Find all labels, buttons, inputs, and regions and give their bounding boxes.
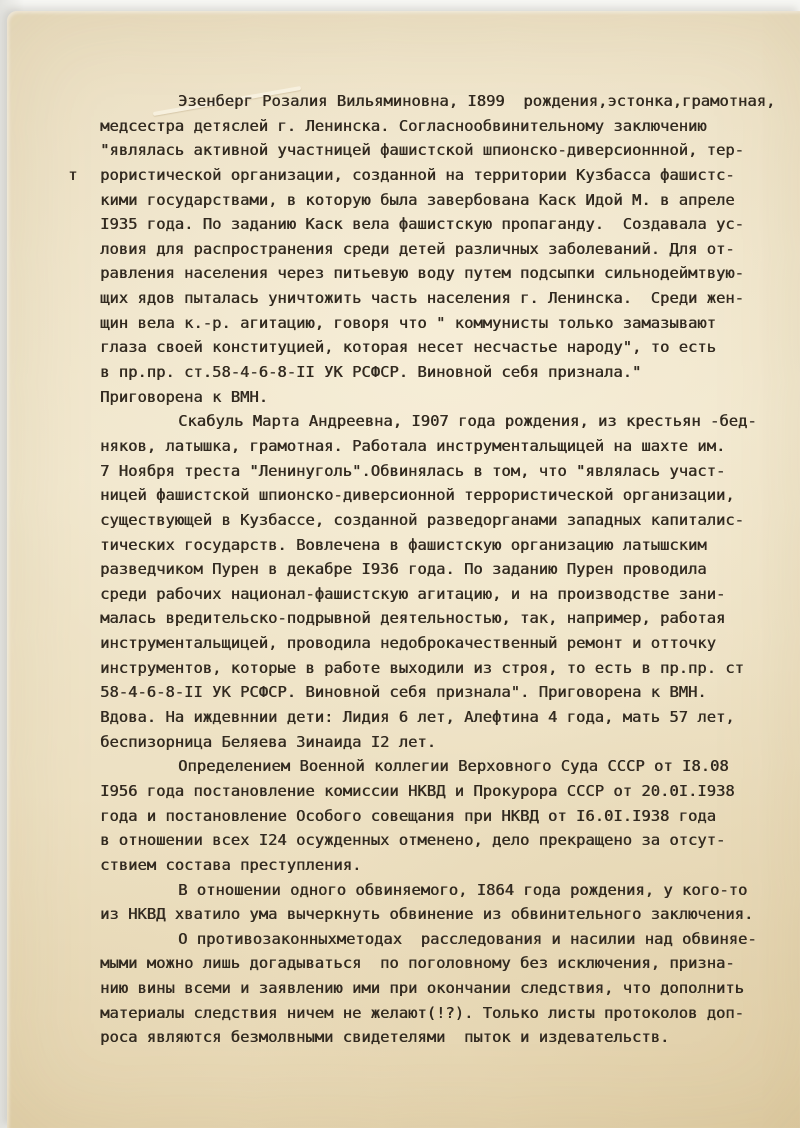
text-line: Приговорена к ВМН. [100,387,268,406]
text-line: Эзенберг Розалия Вильяминовна, I899 рождения,эстонка,грамотная, [178,92,776,110]
text-line: Определением Военной коллегии Верховного Суда СССР от I8.08 [178,757,729,776]
text-line: среди рабочих национал-фашистскую агитацию, и на производстве зани- [100,584,726,603]
text-line: роса являются безмолвными свидетелями пыток и издевательств. [100,1028,670,1047]
text-line: О противозаконныхметодах расследования и насилии над обвиняе- [178,929,757,948]
text-block [100,89,780,1050]
text-line: равления населения через питьевую воду путем подсыпки сильнодеймтвую- [100,264,744,283]
paragraph [100,878,780,927]
text-line: разведчиком Пурен в декабре I936 года. По заданию Пурен проводила [100,560,707,579]
paragraph [100,409,780,754]
text-line: В отношении одного обвиняемого, I864 года рождения, у кого-то [178,880,748,899]
text-line: нию вины всеми и заявлению ими при окончании следствия, что дополнить [100,979,744,998]
text-line: Скабуль Марта Андреевна, I907 года рождения, из крестьян -бед- [178,412,757,431]
text-line: мыми можно лишь догадываться по поголовному без исключения, призна- [100,954,735,973]
text-line: существующей в Кузбассе, созданной разведорганами западных капиталис- [100,510,744,529]
text-line: инструментов, которые в работе выходили из строя, то есть в пр.пр. ст [100,658,744,677]
text-line: кими государствами, в которую была завербована Каск Идой М. в апреле [100,190,735,209]
text-line: инструментальщицей, проводила недоброкачественный ремонт и отточку [100,634,716,653]
text-line: ствием состава преступления. [100,855,362,874]
text-line: "являлась активной участницей фашистской шпионско-диверсионнной, тер- [100,141,744,160]
text-line: тических государств. Вовлечена в фашистскую организацию латышским [100,535,707,554]
text-line: беспизорница Беляева Зинаида I2 лет. [100,732,436,751]
margin-note: т [68,166,78,184]
text-line: малась вредительско-подрывной деятельностью, так, например, работая [100,609,726,628]
text-line: материалы следствия ничем не желают(!?). Только листы протоколов доп- [100,1003,744,1022]
text-line: из НКВД хватило ума вычеркнуть обвинение из обвинительного заключения. [100,905,754,924]
paragraph [100,89,780,409]
paragraph [100,754,780,877]
text-line: 58-4-6-8-II УК РСФСР. Виновной себя признала". Приговорена к ВМН. [100,683,707,702]
paragraph [100,927,780,1050]
text-line: щих ядов пыталась уничтожить часть населения г. Ленинска. Среди жен- [100,289,744,308]
text-line: глаза своей конституцией, которая несет несчастье народу", то есть [100,338,716,357]
text-line: ловия для распространения среди детей различных заболеваний. Для от- [100,239,735,258]
text-line: I956 года постановление комиссии НКВД и Прокурора СССР от 20.0I.I938 [100,781,735,800]
document-page [7,11,800,1128]
text-line: ницей фашистской шпионско-диверсионной террористической организации, [100,486,735,505]
text-line: медсестра детяслей г. Ленинска. Согласнообвинительному заключению [100,116,707,135]
text-line: рористической организации, созданной на территории Кузбасса фашистс- [100,165,735,184]
text-line: Вдова. На иждевннии дети: Лидия 6 лет, Алефтина 4 года, мать 57 лет, [100,708,735,727]
text-line: I935 года. По заданию Каск вела фашистскую пропаганду. Создавала ус- [100,215,744,234]
text-line: года и постановление Особого совещания при НКВД от I6.0I.I938 года [100,806,716,825]
text-line: в пр.пр. ст.58-4-6-8-II УК РСФСР. Виновной себя признала." [100,363,642,382]
text-line: щин вела к.-р. агитацию, говоря что " коммунисты только замазывают [100,313,716,332]
text-line: 7 Ноября треста "Ленинуголь".Обвинялась в том, что "являлась участ- [100,461,726,480]
text-line: в отношении всех I24 осужденных отменено, дело прекращено за отсут- [100,831,726,850]
text-line: няков, латышка, грамотная. Работала инструментальщицей на шахте им. [100,436,726,455]
